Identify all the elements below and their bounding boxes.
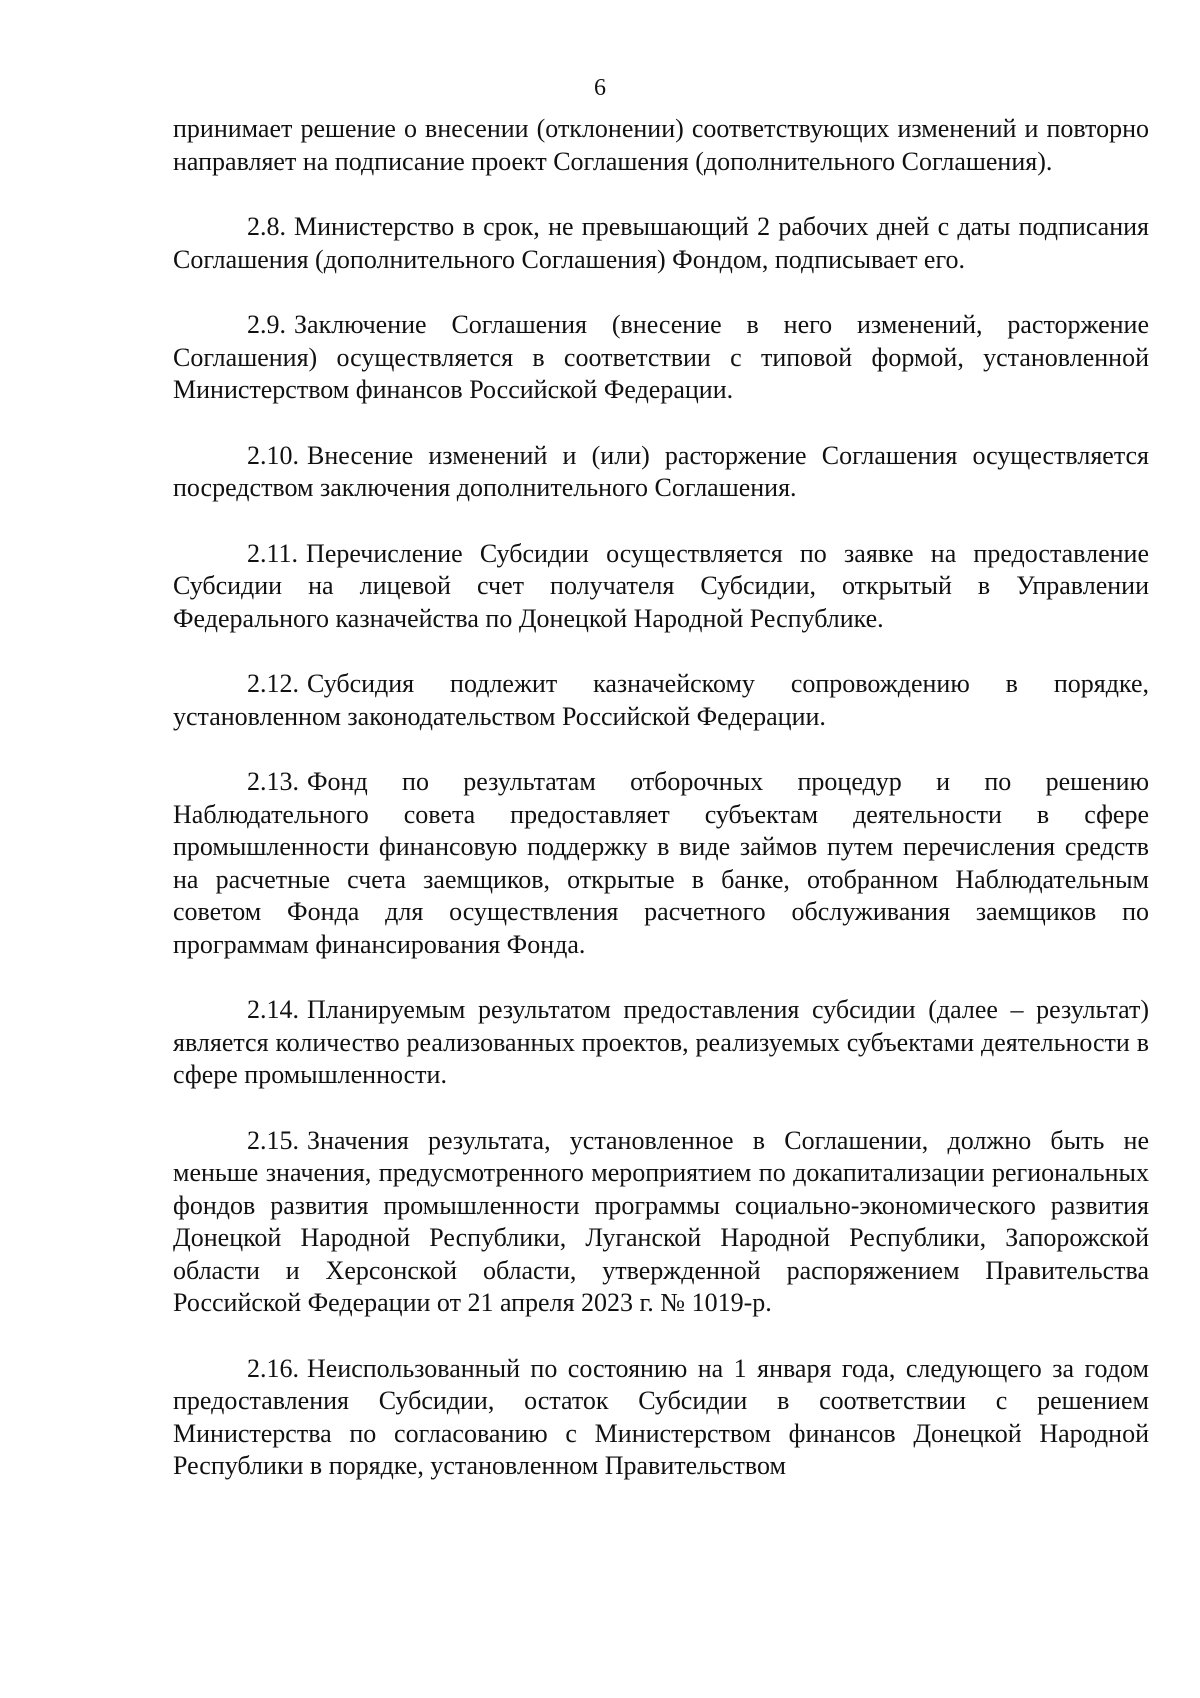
paragraph-number: 2.10. bbox=[247, 440, 299, 470]
paragraph-number: 2.13. bbox=[247, 767, 299, 796]
paragraph-text: принимает решение о внесении (отклонении) соответствующих изменений и повторно направляет на подписание проект Соглашения (дополнительного Соглашения). bbox=[173, 114, 1149, 176]
paragraph-number: 2.11. bbox=[247, 538, 299, 568]
paragraph-number: 2.8. bbox=[247, 212, 286, 241]
paragraph-text: Планируемым результатом предоставления субсидии (далее – результат) является количество реализованных проектов, реализуемых субъектами деятельности в сфере промышленности. bbox=[173, 995, 1149, 1089]
paragraph-number: 2.15. bbox=[247, 1125, 299, 1155]
paragraph-text: Значения результата, установленное в Соглашении, должно быть не меньше значения, предусмотренного мероприятием по докапитализации региональных фондов развития промышленности программы социально-экономического развития Донецкой Народной Республики, Луганской Народной Республики, Запорожской области и Херсонской области, утвержденной распоряжением Правительства Российской Федерации от 21 апреля 2023 г. № 1019-р. bbox=[173, 1125, 1149, 1317]
paragraph-number: 2.9. bbox=[247, 310, 286, 339]
paragraph-text: Субсидия подлежит казначейскому сопровождению в порядке, установленном законодательством Российской Федерации. bbox=[173, 669, 1149, 731]
paragraph-continuation bbox=[173, 113, 1149, 178]
paragraph-2-15 bbox=[173, 1125, 1149, 1320]
paragraph-text: Фонд по результатам отборочных процедур и по решению Наблюдательного совета предоставляет субъектам деятельности в сфере промышленности финансовую поддержку в виде займов путем перечисления средств на расчетные счета заемщиков, открытые в банке, отобранном Наблюдательным советом Фонда для осуществления расчетного обслуживания заемщиков по программам финансирования Фонда. bbox=[173, 767, 1149, 959]
document-body bbox=[173, 113, 1149, 1483]
paragraph-2-10 bbox=[173, 440, 1149, 505]
paragraph-2-9 bbox=[173, 309, 1149, 407]
paragraph-text: Неиспользованный по состоянию на 1 января года, следующего за годом предоставления Субсидии, остаток Субсидии в соответствии с решением Министерства по согласованию с Министерством финансов Донецкой Народной Республики в порядке, установленном Правительством bbox=[173, 1353, 1149, 1480]
paragraph-2-13 bbox=[173, 766, 1149, 961]
paragraph-number: 2.12. bbox=[247, 669, 299, 698]
page-number: 6 bbox=[594, 75, 606, 101]
paragraph-text: Внесение изменений и (или) расторжение Соглашения осуществляется посредством заключения дополнительного Соглашения. bbox=[173, 440, 1149, 502]
paragraph-text: Перечисление Субсидии осуществляется по заявке на предоставление Субсидии на лицевой счет получателя Субсидии, открытый в Управлении Федерального казначейства по Донецкой Народной Республике. bbox=[173, 538, 1149, 633]
paragraph-2-12 bbox=[173, 668, 1149, 733]
paragraph-number: 2.14. bbox=[247, 995, 299, 1024]
paragraph-2-14 bbox=[173, 994, 1149, 1092]
paragraph-2-11 bbox=[173, 538, 1149, 636]
paragraph-2-16 bbox=[173, 1353, 1149, 1483]
paragraph-2-8 bbox=[173, 211, 1149, 276]
paragraph-text: Заключение Соглашения (внесение в него изменений, расторжение Соглашения) осуществляется в соответствии с типовой формой, установленной Министерством финансов Российской Федерации. bbox=[173, 310, 1149, 404]
paragraph-text: Министерство в срок, не превышающий 2 рабочих дней с даты подписания Соглашения (дополнительного Соглашения) Фондом, подписывает его. bbox=[173, 212, 1149, 274]
paragraph-number: 2.16. bbox=[247, 1353, 299, 1383]
